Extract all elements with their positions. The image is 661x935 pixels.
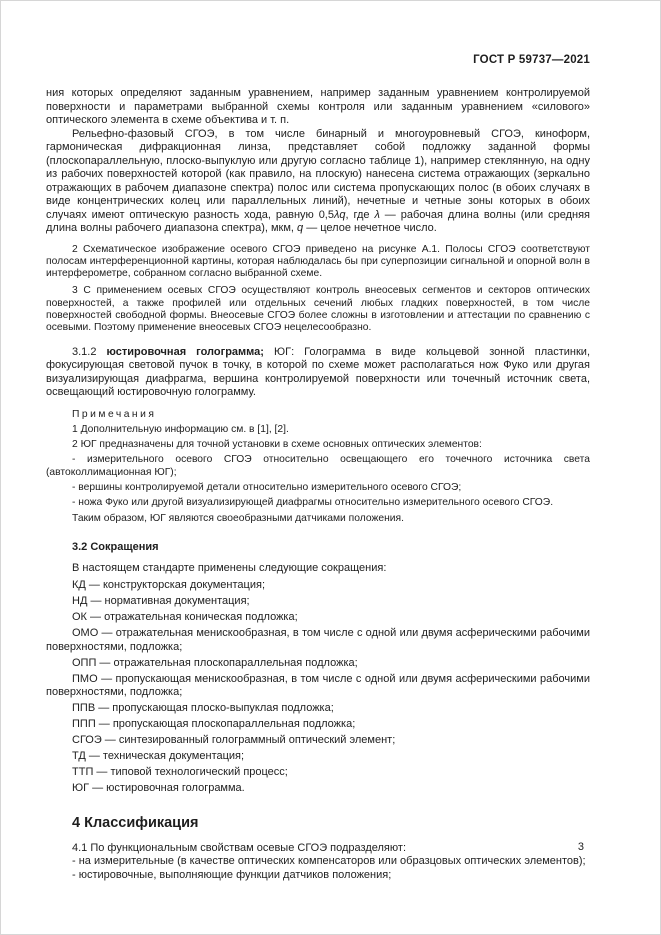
abbreviation-item: СГОЭ — синтезированный голограммный оптический элемент;: [72, 734, 396, 747]
abbreviation-item: ОПП — отражательная плоскопараллельная подложка;: [72, 656, 358, 669]
paragraph-text: — рабочая длина волны (или средняя длина волны рабочего диапазона спектра), мкм,: [46, 208, 590, 234]
section-4-heading: 4 Классификация: [72, 814, 199, 831]
abbreviation-item: ОМО — отражательная менискообразная, в том числе с одной или двумя асферическими рабочими поверхностями, подложка;: [46, 627, 590, 653]
term-name-bold: юстировочная голограмма;: [106, 345, 264, 358]
section-3-2-heading: 3.2 Сокращения: [72, 540, 159, 553]
abbreviation-item: КД — конструкторская документация;: [72, 579, 265, 592]
paragraph-text: Рельефно-фазовый СГОЭ, в том числе бинарный и многоуровневый СГОЭ, киноформ, гармоническая дифракционная линза, представляет собой подложку заданной формы (плоскопараллельную, плоско-выпуклую или другую согласно таблице 1), например стеклянную, на одну из рабочих поверхностей которой (как правило, на плоскую) нанесена система отражающих (зеркально отражающих в рабочем диапазоне спектра) полос или система пропускающих полос (в обоих случаях в виде концентрических колец или параллельных линий), нечетные и четные зоны которых в обоих случаях имеют оптическую разность хода, равную 0,5: [46, 127, 590, 221]
note-conclusion: Таким образом, ЮГ являются своеобразными датчиками положения.: [72, 512, 404, 524]
page-number: 3: [577, 841, 584, 853]
paragraph-text: — целое нечетное число.: [303, 222, 437, 234]
formula-lambda: λ: [374, 208, 380, 221]
formula-lambda-q: λq: [333, 208, 346, 221]
abbreviation-item: ППП — пропускающая плоскопараллельная подложка;: [72, 718, 356, 731]
term-number: 3.1.2: [72, 345, 107, 358]
standard-number-header: ГОСТ Р 59737—2021: [473, 54, 590, 66]
paragraph-continuation: ния которых определяют заданным уравнением, например заданным уравнением контролируемой поверхности и параметрами выбранной схемы контроля или заданным уравнением «силового» оптического элемента в схеме объектива и т. п.: [46, 87, 590, 126]
classification-list-item: - юстировочные, выполняющие функции датчиков положения;: [72, 868, 392, 881]
classification-list-item: - на измерительные (в качестве оптических компенсаторов или образцовых оптических элементов);: [72, 855, 586, 868]
notes-block: [46, 409, 590, 525]
abbreviation-item: ТД — техническая документация;: [72, 750, 245, 763]
note-list-item: - вершины контролируемой детали относительно измерительного осевого СГОЭ;: [72, 482, 462, 494]
note-list-item: 2 ЮГ предназначены для точной установки в схеме основных оптических элементов:: [72, 439, 482, 451]
abbreviation-item: ПМО — пропускающая менискообразная, в том числе с одной или двумя асферическими рабочими поверхностями, подложка;: [46, 672, 590, 699]
abbreviation-item: ППВ — пропускающая плоско-выпуклая подложка;: [72, 702, 334, 715]
notes-title: Примечания: [72, 408, 157, 420]
abbreviation-item: ТТП — типовой технологический процесс;: [72, 766, 288, 779]
term-definition-text: ЮГ: Голограмма в виде кольцевой зонной пластинки, фокусирующая световой пучок в точку, в которой по схеме может располагаться нож Фуко или другая визуализирующая диафрагма, вершина контролируемой поверхности или точечный источник света, освещающий юстировочную голограмму.: [46, 345, 591, 399]
note-list-item: - ножа Фуко или другой визуализирующей диафрагмы относительно измерительного осевого СГОЭ.: [72, 497, 554, 509]
abbreviations-intro: В настоящем стандарте применены следующие сокращения:: [72, 561, 387, 574]
note-list-item: - измерительного осевого СГОЭ относительно освещающего его точечного источника света (автоколлимационная ЮГ);: [46, 454, 590, 478]
formula-q: q: [297, 222, 304, 234]
abbreviation-item: ОК — отражательная коническая подложка;: [72, 611, 298, 624]
paragraph-text: , где: [345, 208, 375, 221]
paragraph-4-1: 4.1 По функциональным свойствам осевые СГОЭ подразделяют:: [72, 841, 406, 854]
note-list-item: 1 Дополнительную информацию см. в [1], [2].: [72, 423, 289, 435]
note-3-off-axis: 3 С применением осевых СГОЭ осуществляют контроль внеосевых сегментов и секторов оптических поверхностей, а также профилей или отдельных сечений любых гладких поверхностей, в том числе поверхностей свободной формы. Внеосевые СГОЭ более сложны в изготовлении и аттестации по сравнению с осевыми. Поэтому применение внеосевых СГОЭ нецелесообразно.: [46, 285, 590, 334]
abbreviation-item: НД — нормативная документация;: [72, 595, 250, 608]
term-definition-3-1-2: [46, 346, 590, 400]
paragraph-relief-phase-sgoe: [46, 128, 590, 236]
note-2-schematic-image: 2 Схематическое изображение осевого СГОЭ приведено на рисунке А.1. Полосы СГОЭ соответствуют полосам интерференционной картины, которая наблюдалась бы при суперпозиции сигнальной и опорной волн в интерферометре, собранном согласно выбранной схеме.: [46, 243, 590, 280]
abbreviation-item: ЮГ — юстировочная голограмма.: [72, 782, 245, 795]
